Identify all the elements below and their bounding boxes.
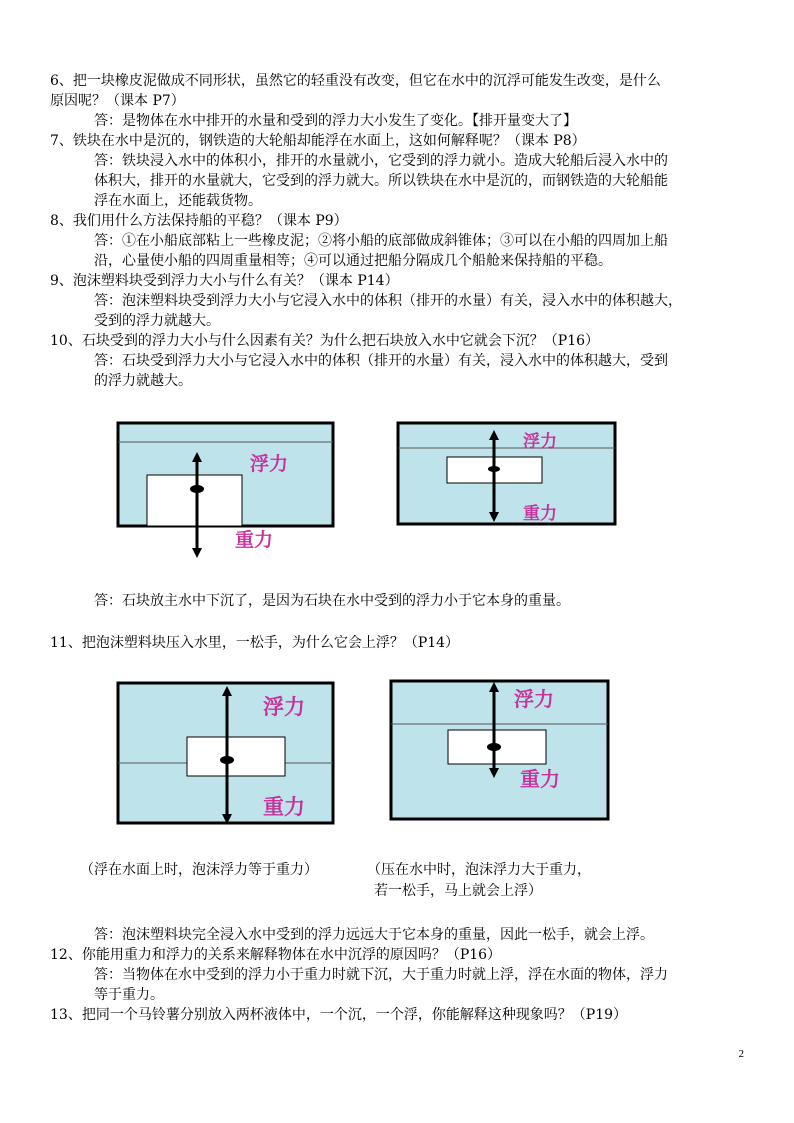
buoyancy-label: 浮力 bbox=[263, 695, 305, 719]
answer-11: 答：泡沫塑料块完全浸入水中受到的浮力远远大于它本身的重量，因此一松手，就会上浮。 bbox=[94, 927, 654, 943]
answer-6: 答：是物体在水中排开的水量和受到的浮力大小发生了变化。【排开量变大了】 bbox=[94, 113, 577, 129]
answer-8-line-2: 沿，心量使小船的四周重量相等；④可以通过把船分隔成几个船舱来保持船的平稳。 bbox=[94, 253, 612, 269]
center-dot bbox=[190, 485, 204, 493]
answer-8-line-1: 答：①在小船底部粘上一些橡皮泥；②将小船的底部做成斜锥体；③可以在小船的四周加上船 bbox=[94, 233, 668, 249]
question-6-line-2: 原因呢？（课本 P7） bbox=[50, 93, 185, 109]
question-10: 10、石块受到的浮力大小与什么因素有关？为什么把石块放入水中它就会下沉？（P16） bbox=[50, 333, 600, 349]
question-12: 12、你能用重力和浮力的关系来解释物体在水中沉浮的原因吗？（P16） bbox=[50, 947, 502, 963]
question-7: 7、铁块在水中是沉的，钢铁造的大轮船却能浮在水面上，这如何解释呢？（课本 P8） bbox=[50, 133, 586, 149]
answer-10-line-2: 的浮力就越大。 bbox=[94, 373, 192, 389]
page-number: 2 bbox=[738, 1048, 744, 1060]
center-dot bbox=[488, 466, 500, 472]
stone-floating-diagram bbox=[395, 420, 625, 530]
answer-9-line-2: 受到的浮力就越大。 bbox=[94, 313, 220, 329]
foam-block bbox=[187, 737, 285, 776]
question-13: 13、把同一个马铃薯分别放入两杯液体中，一个沉，一个浮，你能解释这种现象吗？（P19） bbox=[50, 1007, 628, 1023]
answer-10-line-1: 答：石块受到浮力大小与它浸入水中的体积（排开的水量）有关，浸入水中的体积越大，受到 bbox=[94, 353, 668, 369]
question-8: 8、我们用什么方法保持船的平稳？（课本 P9） bbox=[50, 213, 348, 229]
answer-12-line-1: 答：当物体在水中受到的浮力小于重力时就下沉，大于重力时就上浮，浮在水面的物体，浮力 bbox=[94, 967, 668, 983]
stone-block bbox=[147, 475, 242, 526]
answer-12-line-2: 等于重力。 bbox=[94, 987, 164, 1003]
buoyancy-label: 浮力 bbox=[250, 453, 289, 475]
foam-pressed-diagram bbox=[115, 680, 340, 830]
stone-sinking-diagram bbox=[115, 420, 345, 560]
question-9: 9、泡沫塑料块受到浮力大小与什么有关？（课本 P14） bbox=[50, 273, 399, 289]
gravity-label: 重力 bbox=[523, 504, 557, 524]
foam-floating-diagram bbox=[388, 678, 613, 823]
answer-7-line-2: 体积大，排开的水量就大，它受到的浮力就大。所以铁块在水中是沉的，而钢铁造的大轮船能 bbox=[94, 173, 668, 189]
caption-pressed-line-2: 若一松手，马上就会上浮） bbox=[374, 883, 542, 899]
buoyancy-label: 浮力 bbox=[523, 432, 557, 452]
answer-7-line-1: 答：铁块浸入水中的体积小，排开的水量就小，它受到的浮力就小。造成大轮船后浸入水中的 bbox=[94, 153, 668, 169]
gravity-label: 重力 bbox=[520, 767, 560, 791]
gravity-label: 重力 bbox=[263, 795, 305, 819]
answer-9-line-1: 答：泡沫塑料块受到浮力大小与它浸入水中的体积（排开的水量）有关，浸入水中的体积越大， bbox=[94, 293, 682, 309]
center-dot bbox=[220, 756, 234, 764]
caption-floating: （浮在水面上时，泡沫浮力等于重力） bbox=[80, 862, 318, 878]
question-11: 11、把泡沫塑料块压入水里，一松手，为什么它会上浮？（P14） bbox=[50, 635, 460, 651]
down-arrow-icon bbox=[192, 548, 202, 558]
buoyancy-label: 浮力 bbox=[514, 687, 554, 711]
caption-pressed-line-1: （压在水中时，泡沫浮力大于重力， bbox=[367, 862, 591, 878]
question-6-line-1: 6、把一块橡皮泥做成不同形状，虽然它的轻重没有改变，但它在水中的沉浮可能发生改变，是什么 bbox=[50, 73, 661, 89]
gravity-label: 重力 bbox=[235, 529, 274, 551]
answer-7-line-3: 浮在水面上，还能载货物。 bbox=[94, 193, 262, 209]
center-dot bbox=[487, 743, 501, 751]
answer-10-conclusion: 答：石块放主水中下沉了，是因为石块在水中受到的浮力小于它本身的重量。 bbox=[94, 593, 570, 609]
